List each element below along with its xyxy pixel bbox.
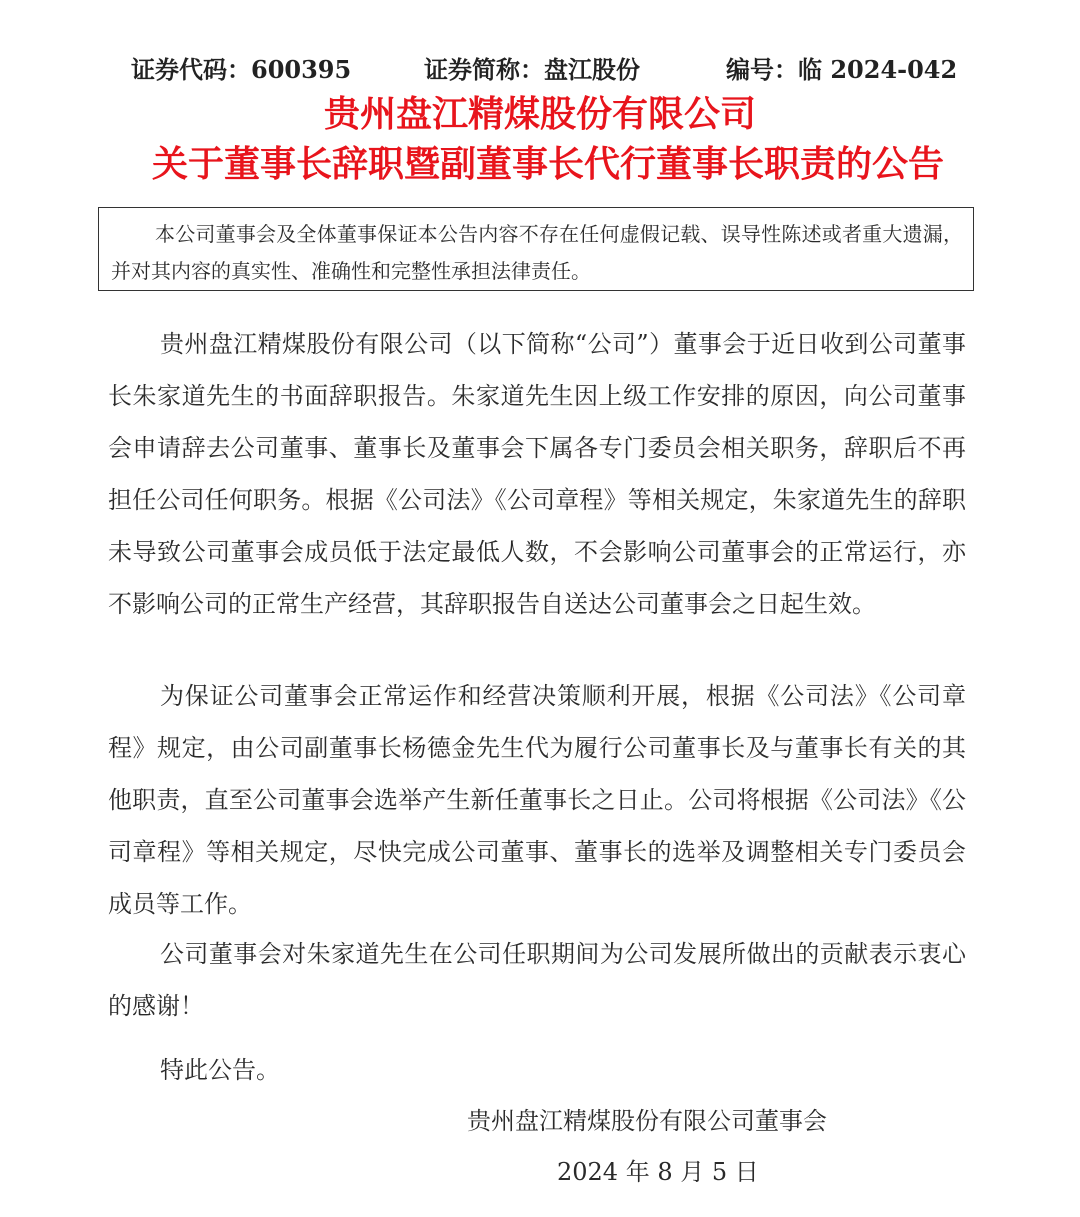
announcement-title: 关于董事长辞职暨副董事长代行董事长职责的公告 (151, 144, 944, 185)
company-title: 贵州盘江精煤股份有限公司 (323, 94, 756, 135)
board-signature: 贵州盘江精煤股份有限公司董事会 (467, 1107, 827, 1135)
announcement-number: 编号：临 2024-042 (726, 55, 958, 84)
document-header (0, 50, 1080, 90)
disclaimer-text: 本公司董事会及全体董事保证本公告内容不存在任何虚假记载、误导性陈述或者重大遗漏，并对其内容的真实性、准确性和完整性承担法律责任。 (111, 222, 963, 283)
paragraph-acting-chairman: 为保证公司董事会正常运作和经营决策顺利开展，根据《公司法》《公司章程》规定，由公司副董事长杨德金先生代为履行公司董事长及与董事长有关的其他职责，直至公司董事会选举产生新任董事长之日止。公司将根据《公司法》《公司章程》等相关规定，尽快完成公司董事、董事长的选举及调整相关专门委员会成员等工作。 (108, 682, 966, 918)
paragraph-closing: 特此公告。 (160, 1056, 280, 1084)
stock-code: 证券代码：600395 (131, 55, 352, 84)
paragraph-thanks: 公司董事会对朱家道先生在公司任职期间为公司发展所做出的贡献表示衷心的感谢！ (108, 940, 966, 1020)
disclaimer-box (98, 207, 974, 291)
stock-abbreviation: 证券简称：盘江股份 (424, 55, 640, 84)
announcement-date: 2024 年 8 月 5 日 (557, 1158, 759, 1186)
paragraph-resignation: 贵州盘江精煤股份有限公司（以下简称“公司”）董事会于近日收到公司董事长朱家道先生的书面辞职报告。朱家道先生因上级工作安排的原因，向公司董事会申请辞去公司董事、董事长及董事会下属各专门委员会相关职务，辞职后不再担任公司任何职务。根据《公司法》《公司章程》等相关规定，朱家道先生的辞职未导致公司董事会成员低于法定最低人数，不会影响公司董事会的正常运行，亦不影响公司的正常生产经营，其辞职报告自送达公司董事会之日起生效。 (108, 330, 966, 618)
